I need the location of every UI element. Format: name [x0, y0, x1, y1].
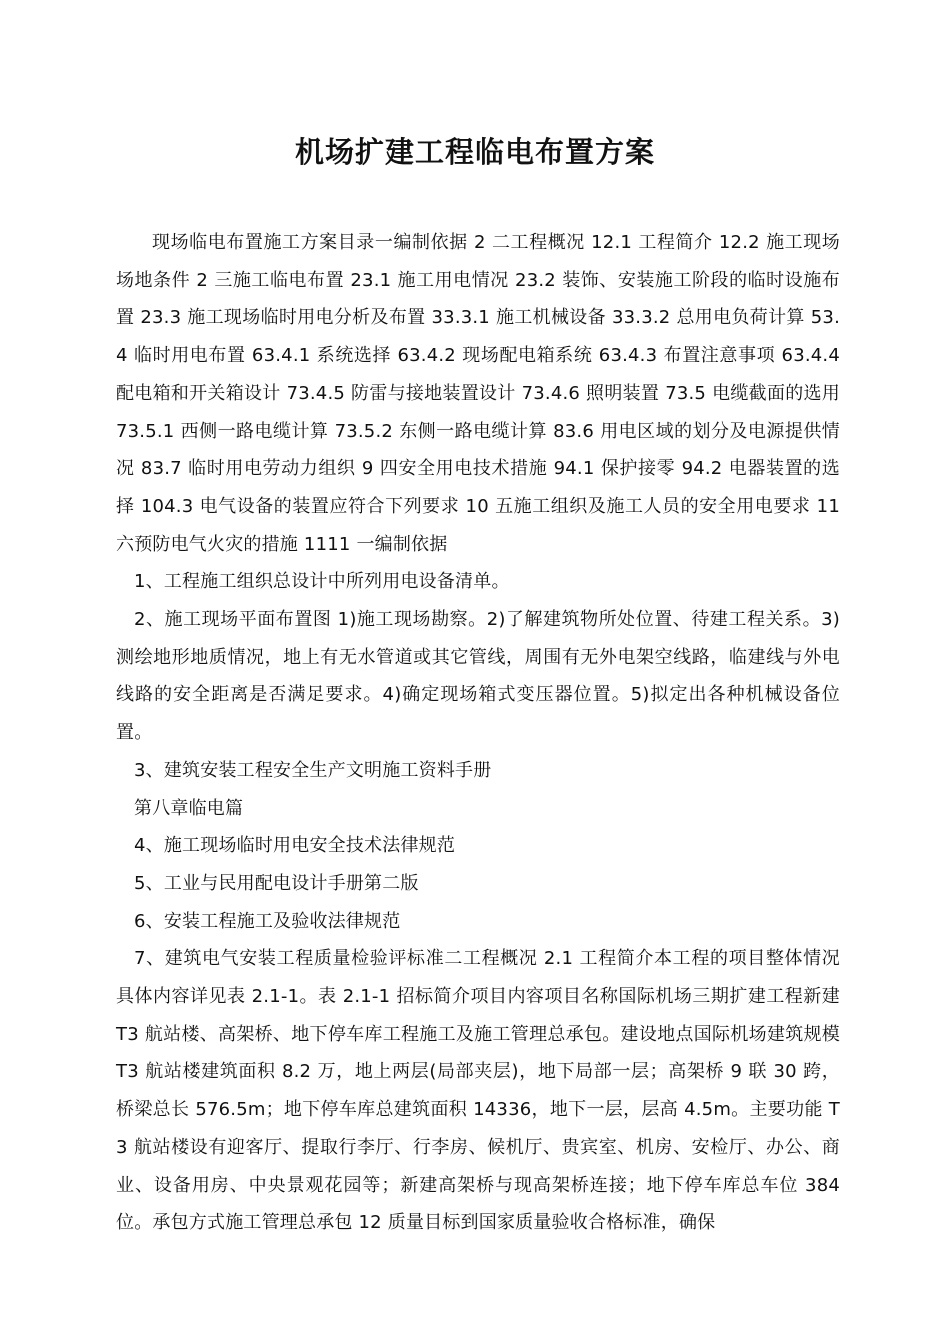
paragraph-basis-item-1: 1、工程施工组织总设计中所列用电设备清单。 [134, 571, 510, 593]
paragraph-basis-item-6: 6、安装工程施工及验收法律规范 [134, 910, 401, 932]
paragraph-basis-item-5: 5、工业与民用配电设计手册第二版 [134, 872, 419, 894]
paragraph-basis-item-3: 3、建筑安装工程安全生产文明施工资料手册 [134, 759, 492, 781]
paragraph-chapter-8: 第八章临电篇 [134, 797, 244, 819]
paragraph-table-of-contents: 现场临电布置施工方案目录一编制依据 2 二工程概况 12.1 工程简介 12.2 施工现场场地条件 2 三施工临电布置 23.1 施工用电情况 23.2 装饰、安装施工阶段的临时设施布置 23.3 施工现场临时用电分析及布置 33.3.1 施工机械设备 33.3.2 总用电负荷计算 53.4 临时用电布置 63.4.1 系统选择 63.4.2 现场配电箱系统 63.4.3 布置注意事项 63.4.4 配电箱和开关箱设计 73.4.5 防雷与接地装置设计 73.4.6 照明装置 73.5 电缆截面的选用 73.5.1 西侧一路电缆计算 73.5.2 东侧一路电缆计算 83.6 用电区域的划分及电源提供情况 83.7 临时用电劳动力组织 9 四安全用电技术措施 94.1 保护接零 94.2 电器装置的选择 104.3 电气设备的装置应符合下列要求 10 五施工组织及施工人员的安全用电要求 11 六预防电气火灾的措施 1111 一编制依据 [116, 232, 840, 555]
document-title: 机场扩建工程临电布置方案 [294, 135, 655, 169]
paragraph-basis-item-7: 7、建筑电气安装工程质量检验评标准二工程概况 2.1 工程简介本工程的项目整体情况具体内容详见表 2.1-1。表 2.1-1 招标简介项目内容项目名称国际机场三期扩建工程新建 T3 航站楼、高架桥、地下停车库工程施工及施工管理总承包。建设地点国际机场建筑规模 T3 航站楼建筑面积 8.2 万，地上两层(局部夹层)，地下局部一层；高架桥 9 联 30 跨，桥梁总长 576.5m；地下停车库总建筑面积 14336，地下一层，层高 4.5m。主要功能 T3 航站楼设有迎客厅、提取行李厅、行李房、候机厅、贵宾室、机房、安检厅、办公、商业、设备用房、中央景观花园等；新建高架桥与现高架桥连接；地下停车库总车位 384 位。承包方式施工管理总承包 12 质量目标到国家质量验收合格标准，确保 [116, 948, 840, 1234]
document-body [116, 224, 840, 1242]
paragraph-basis-item-4: 4、施工现场临时用电安全技术法律规范 [134, 835, 456, 857]
paragraph-basis-item-2: 2、施工现场平面布置图 1)施工现场勘察。2)了解建筑物所处位置、待建工程关系。3)测绘地形地质情况，地上有无水管道或其它管线，周围有无外电架空线路，临建线与外电线路的安全距离是否满足要求。4)确定现场箱式变压器位置。5)拟定出各种机械设备位置。 [116, 609, 840, 744]
